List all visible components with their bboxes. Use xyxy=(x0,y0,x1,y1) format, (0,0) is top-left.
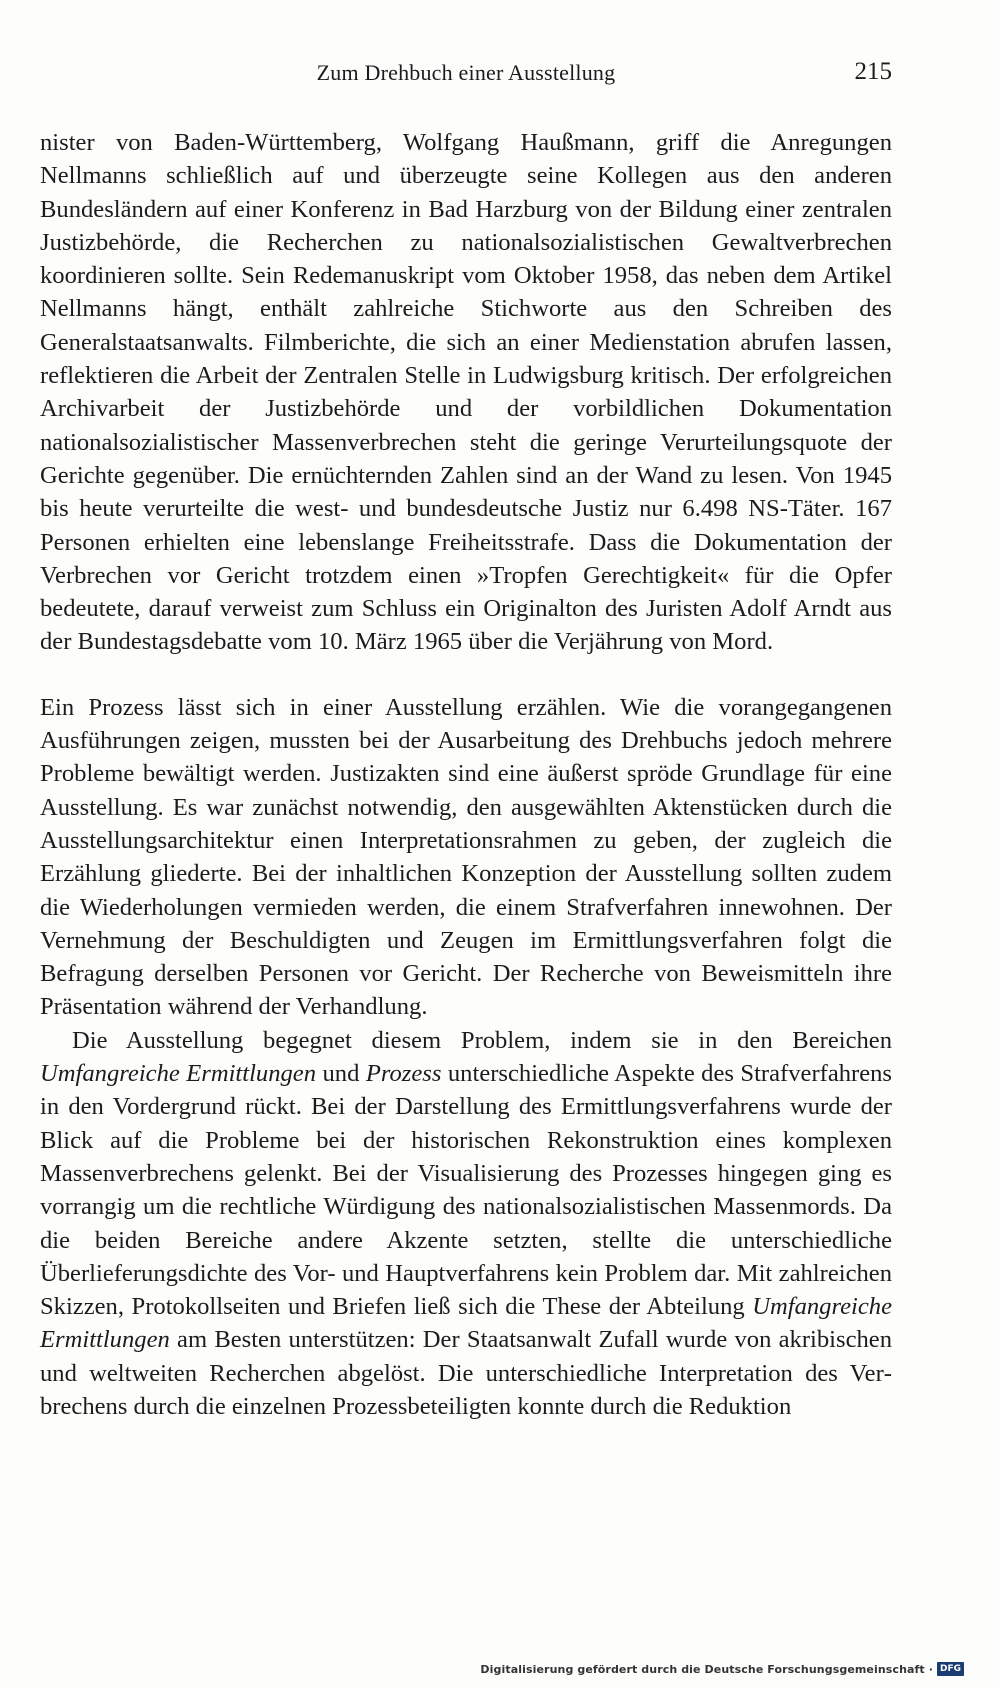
text-run: Ein Prozess lässt sich in einer Ausstellung erzählen. Wie die vorangegangenen Ausführungen zeigen, mussten bei der Ausarbeitung des Drehbuchs jedoch mehrere Probleme bewältigt werden. Justizakten sind eine äußerst spröde Grundlage für eine Ausstellung. Es war zunächst notwendig, den ausgewählten Aktenstücken durch die Ausstellungsarchitektur einen Interpretationsrahmen zu geben, der zugleich die Erzählung gliederte. Bei der inhaltlichen Konzeption der Ausstellung sollten zudem die Wiederholungen vermieden werden, die einem Strafverfahren innewohnen. Der Vernehmung der Beschuldigten und Zeugen im Ermittlungsverfahren folgt die Befragung derselben Personen vor Gericht. Der Recherche von Beweismitteln ihre Präsentation während der Verhandlung. xyxy=(40,693,892,1021)
paragraph xyxy=(40,691,892,1024)
italic-text: Prozess xyxy=(365,1060,442,1088)
text-run: nister von Baden-Württemberg, Wolfgang Haußmann, griff die Anregungen Nellmanns schließlich auf und überzeugte seine Kollegen aus den anderen Bundesländern auf einer Konferenz in Bad Harzburg von der Bildung einer zentralen Justizbehörde, die Recherchen zu nationalsozialistischen Gewaltverbrechen koordinieren sollte. Sein Redemanuskript vom Oktober 1958, das neben dem Artikel Nellmanns hängt, enthält zahlreiche Stichworte aus den Schreiben des Generalstaatsanwalts. Filmberichte, die sich an einer Medienstation abrufen lassen, reflektieren die Arbeit der Zentralen Stelle in Ludwigsburg kritisch. Der erfolgreichen Archivarbeit der Justizbehörde und der vorbildlichen Dokumentation nationalsozialistischer Massenverbrechen steht die geringe Verurteilungsquote der Gerichte gegenüber. Die ernüchternden Zahlen sind an der Wand zu lesen. Von 1945 bis heute verurteilte die west- und bundesdeutsche Justiz nur 6.498 NS-Täter. 167 Personen erhielten eine lebenslange Freiheitsstrafe. Dass die Dokumentation der Verbrechen vor Gericht trotzdem einen »Tropfen Gerechtigkeit« für die Opfer bedeutete, darauf verweist zum Schluss ein Originalton des Juristen Adolf Arndt aus der Bundestagsdebatte vom 10. März 1965 über die Verjährung von Mord. xyxy=(40,129,892,656)
text-run: Die Ausstellung begegnet diesem Problem, indem sie in den Bereichen xyxy=(72,1026,892,1054)
paragraph xyxy=(40,126,892,659)
digitization-footer xyxy=(480,1662,964,1676)
text-run: und xyxy=(316,1060,366,1088)
paragraph xyxy=(40,1024,892,1424)
text-run: am Besten unterstützen: Der Staatsanwalt Zufall wurde von akribischen und weltweiten Recherchen abgelöst. Die unterschiedliche Interpretation des Verbrechens durch die einzelnen Prozessbeteiligten konnte durch die Reduktion xyxy=(40,1326,892,1420)
running-head: Zum Drehbuch einer Ausstellung xyxy=(316,60,616,85)
dfg-logo: DFG xyxy=(937,1662,964,1676)
body-text xyxy=(40,126,892,1423)
text-run: unterschiedliche Aspekte des Strafverfahrens in den Vordergrund rückt. Bei der Darstellung des Ermittlungsverfahrens wurde der Blick auf die Probleme bei der historischen Rekonstruktion eines komplexen Massenverbrechens gelenkt. Bei der Visualisierung des Prozesses hingegen ging es vorrangig um die rechtliche Würdigung des nationalsozialistischen Massenmords. Da die beiden Bereiche andere Akzente setzten, stellte die unterschiedliche Überlieferungsdichte des Vor- und Hauptverfahrens kein Problem dar. Mit zahlreichen Skizzen, Protokollseiten und Briefen ließ sich die These der Abteilung xyxy=(40,1060,893,1321)
italic-text: Umfangreiche Ermittlungen xyxy=(40,1060,317,1088)
page-number: 215 xyxy=(854,58,892,85)
page-header xyxy=(40,54,892,94)
digitization-credit: Digitalisierung gefördert durch die Deutsche Forschungsgemeinschaft · xyxy=(480,1662,933,1676)
italic-text: Umfangreiche Ermittlungen xyxy=(40,1293,892,1354)
